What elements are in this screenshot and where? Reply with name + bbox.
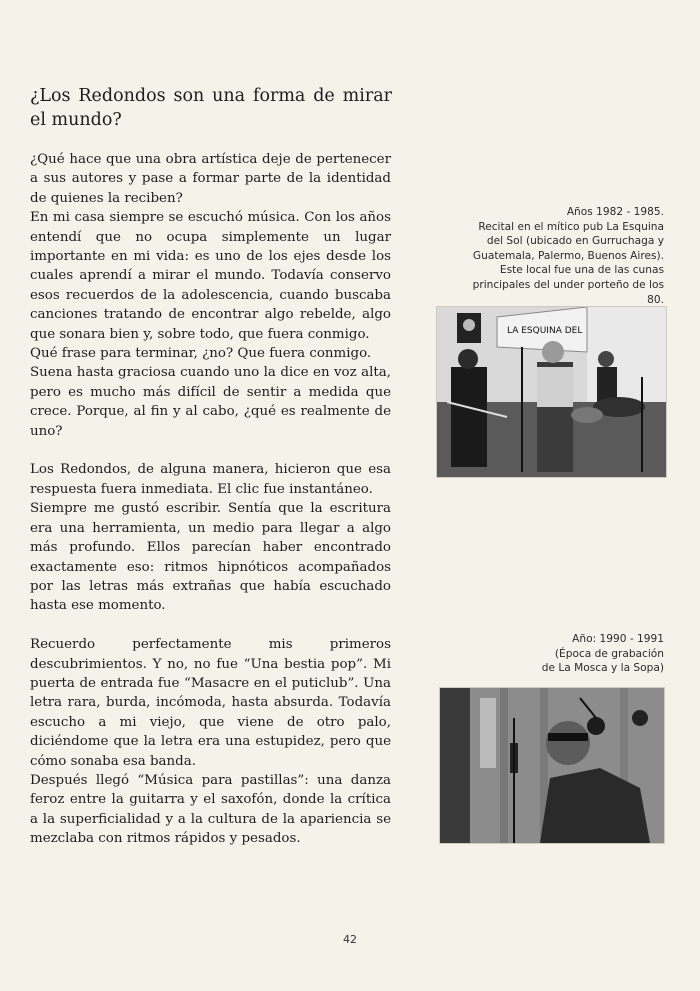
paragraph: Siempre me gustó escribir. Sentía que la escritura era una herramienta, un medio para llegar a algo más profundo. Ellos parecían haber encontrado exactamente eso: ritmos hipnóticos acompañados por las letras más extrañas que había escuchado hasta ese momento. [30,501,391,614]
photo-caption-1990: Año: 1990 - 1991 (Época de grabación de La Mosca y la Sopa) [541,633,664,675]
paragraph: Los Redondos, de alguna manera, hicieron que esa respuesta fuera inmediata. El clic fue instantáneo. [30,462,391,497]
page-number: 42 [343,933,357,946]
paragraph: Suena hasta graciosa cuando uno la dice en voz alta, pero es mucho más difícil de sentir a medida que crece. Porque, al fin y al cabo, ¿qué es realmente de uno? [30,365,391,439]
recording-studio-photo [439,687,665,844]
paragraph: Qué frase para terminar, ¿no? Que fuera conmigo. [30,346,372,362]
concert-photo [436,306,667,478]
paragraph: Recuerdo perfectamente mis primeros descubrimientos. Y no, no fue “Una bestia pop”. Mi puerta de entrada fue “Masacre en el puticlub”. Una letra rara, burda, incómoda, hasta absurda. Todavía escucho a mi viejo, que viene de otro palo, diciéndome que la letra era una estupidez, pero que cómo sonaba esa banda. [30,637,391,769]
photo-caption-1982: Años 1982 - 1985. Recital en el mítico pub La Esquina del Sol (ubicado en Gurruchaga y Guatemala, Palermo, Buenos Aires). Este local fue una de las cunas principales del under porteño de los 80. [472,206,664,306]
paragraph: ¿Qué hace que una obra artística deje de pertenecer a sus autores y pase a formar parte de la identidad de quienes la reciben? [30,152,391,206]
article-heading: ¿Los Redondos son una forma de mirar el mundo? [30,86,392,130]
paragraph: Después llegó “Música para pastillas”: una danza feroz entre la guitarra y el saxofón, donde la crítica a la superficialidad y a la cultura de la apariencia se mezclaba con ritmos rápidos y pesados. [30,772,391,847]
paragraph: En mi casa siempre se escuchó música. Con los años entendí que no ocupa simplemente un lugar importante en mi vida: es uno de los ejes desde los cuales aprendí a mirar el mundo. Todavía conservo esos recuerdos de la adolescencia, cuando buscaba canciones tratando de encontrar algo rebelde, algo que sonara bien y, sobre todo, que fuera conmigo. [30,210,391,342]
article-body [30,150,391,849]
sign-text: LA ESQUINA DEL [507,326,583,336]
